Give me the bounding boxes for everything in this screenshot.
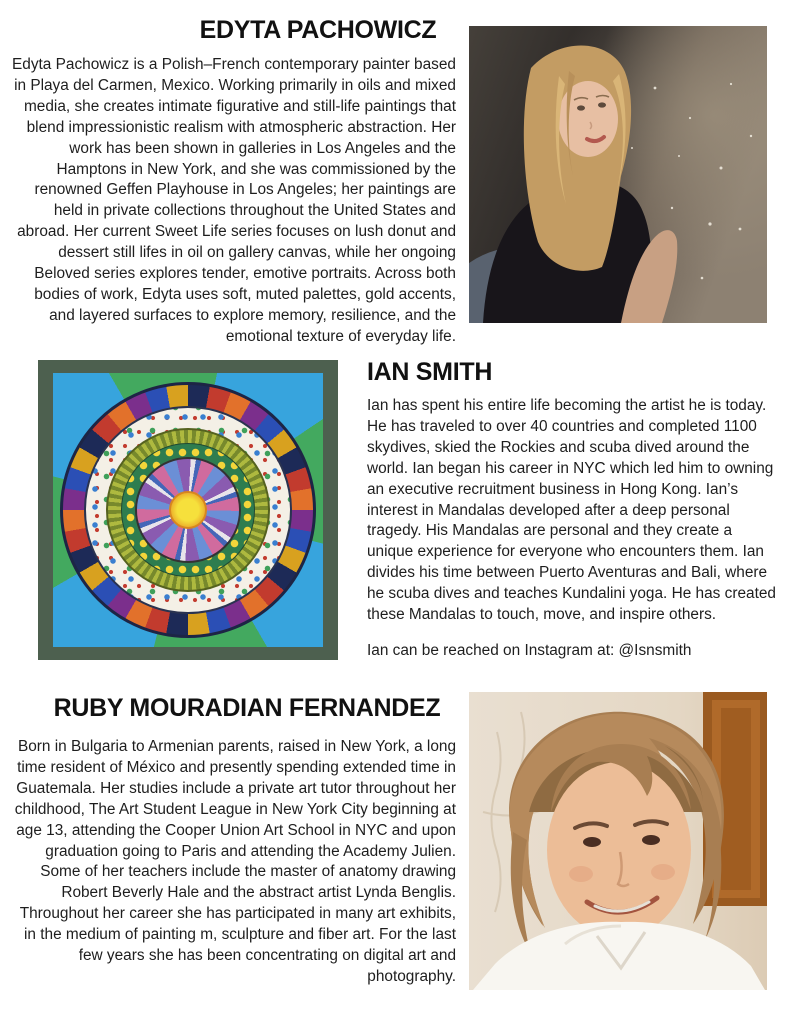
edyta-bio: Edyta Pachowicz is a Polish–French contemporary painter based in Playa del Carmen, Mexico. Working primarily in oils and mixed media, she creates intimate figurative and still-life paintings that blend impressionistic realism with atmospheric abstraction. Her work has been shown in galleries in Los Angeles and the Hamptons in New York, and she was commissioned by the renowned Geffen Playhouse in Los Angeles; her paintings are held in private collections throughout the United States and abroad. Her current Sweet Life series focuses on lush donut and dessert still lifes in oil on gallery canvas, while her ongoing Beloved series explores tender, emotive portraits. Across both bodies of work, Edyta uses soft, muted palettes, gold accents, and layered surfaces to explore memory, resilience, and the emotional texture of everyday life. bbox=[12, 56, 456, 345]
edyta-portrait-illustration bbox=[469, 26, 767, 323]
edyta-portrait-photo bbox=[469, 26, 767, 323]
ian-contact-line: Ian can be reached on Instagram at: @Isnsmith bbox=[367, 642, 692, 659]
ruby-portrait-photo bbox=[469, 692, 767, 990]
ruby-title: RUBY MOURADIAN FERNANDEZ bbox=[53, 694, 441, 722]
ruby-portrait-illustration bbox=[469, 692, 767, 990]
mandala-canvas bbox=[53, 373, 323, 647]
edyta-title: EDYTA PACHOWICZ bbox=[199, 16, 437, 44]
ian-title: IAN SMITH bbox=[367, 358, 493, 386]
ian-bio: Ian has spent his entire life becoming the artist he is today. He has traveled to over 40 countries and completed 1100 skydives, skied the Rockies and scuba dived around the world. Ian began his career in NYC which led him to owning an executive recruitment business in Hong Kong. Ian’s interest in Mandalas developed after a deep personal tragedy. His Mandalas are personal and they create a unique experience for everyone who encounters them. Ian divides his time between Puerto Aventuras and Bali, where he scuba dives and teaches Kundalini yoga. He has created these Mandalas to touch, move, and inspire others. bbox=[367, 397, 776, 624]
mandala-center bbox=[169, 491, 207, 529]
mandala-artwork-image bbox=[38, 360, 338, 660]
ruby-bio: Born in Bulgaria to Armenian parents, raised in New York, a long time resident of México and presently spending extended time in Guatemala. Her studies include a private art tutor throughout her childhood, The Art Student League in New York City beginning at age 13, attending the Cooper Union Art School in NYC and upon graduation going to Paris and attending the Academy Julien. Some of her teachers include the master of anatomy drawing Robert Beverly Hale and the abstract artist Lynda Benglis. Throughout her career she has participated in many art exhibits, in the medium of painting m, sculpture and fiber art. For the last few years she has been concentrating on digital art and photography. bbox=[14, 738, 456, 985]
